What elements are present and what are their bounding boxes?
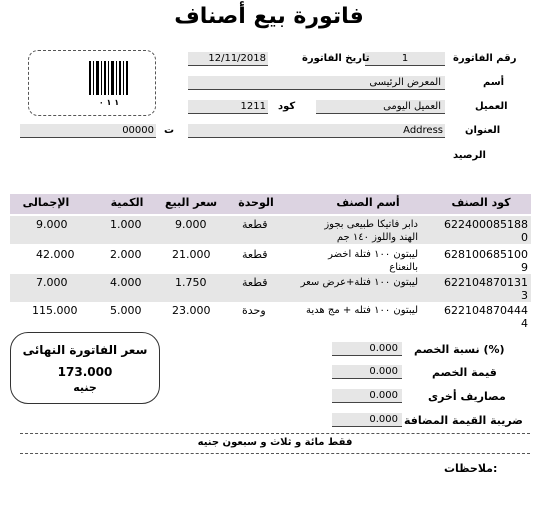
row4-code: 622104870444 4 [444,304,528,330]
barcode-text: ١ ١ ٠ [98,98,120,107]
name-field: المعرض الرئيسى [188,76,445,90]
col-name: أسم الصنف [336,196,400,209]
col-price: سعر البيع [164,196,218,209]
notes-label: ملاحظات: [444,462,498,475]
row1-qty: 1.000 [110,218,142,231]
col-qty: الكمية [110,196,144,209]
row3-code: 622104870131 3 [444,276,528,302]
row4-qty: 5.000 [110,304,142,317]
row2-name: ليبتون ١٠٠ فتلة اخضر بالنعناع [328,249,418,273]
divider-top [20,433,530,434]
amount-in-words: فقط مائة و ثلاث و سبعون جنيه [197,437,353,448]
row4-unit: وحدة [242,304,266,317]
discount-value-field: 0.000 [332,365,402,379]
row3-price: 1.750 [175,276,207,289]
invoice-date-label: تاريخ الفاتورة [302,53,370,64]
code-label: كود [278,101,296,112]
row3-unit: قطعة [242,276,268,289]
row4-name: ليبتون ١٠٠ فتله + مج هدية [306,305,418,316]
row3-name: ليبتون ١٠٠ فتلة+عرض سعر [300,277,418,288]
row1-unit: قطعة [242,218,268,231]
row3-qty: 4.000 [110,276,142,289]
other-expenses-field: 0.000 [332,389,402,403]
phone-label: ت [164,125,175,136]
discount-value-label: قيمة الخصم [432,366,497,379]
final-price-label: سعر الفاتورة النهائى [22,343,148,357]
name-label: أسم [483,77,505,88]
other-expenses-label: مصاريف أخرى [428,390,506,403]
row4-total: 115.000 [32,304,78,317]
balance-label: الرصيد [453,150,486,161]
row1-code: 622400085188 0 [444,218,528,244]
code-field: 1211 [188,100,268,114]
barcode-box [28,50,156,116]
row2-unit: قطعة [242,248,268,261]
row1-price: 9.000 [175,218,207,231]
barcode-icon [87,61,131,103]
address-label: العنوان [465,125,501,136]
col-total: الإجمالى [22,196,70,209]
invoice-no-label: رقم الفاتورة [453,53,517,64]
discount-pct-field: 0.000 [332,342,402,356]
vat-label: ضريبة القيمة المضافة [404,414,523,427]
customer-label: العميل [475,101,508,112]
col-code: كود الصنف [451,196,511,209]
vat-field: 0.000 [332,413,402,427]
phone-field: 00000 [20,124,156,138]
row1-name: دابر فاتيكا طبيعى بجوز الهند واللوز ١٤٠ جم [324,219,418,243]
row4-price: 23.000 [172,304,211,317]
row3-total: 7.000 [36,276,68,289]
row2-total: 42.000 [36,248,75,261]
row1-total: 9.000 [36,218,68,231]
customer-field: العميل اليومى [316,100,445,114]
row2-qty: 2.000 [110,248,142,261]
col-unit: الوحدة [238,196,274,209]
invoice-no-field: 1 [365,52,445,66]
currency-label: جنيه [73,381,97,394]
divider-bottom [20,453,530,454]
page-title: فاتورة بيع أصناف [174,4,364,29]
final-total-box [10,332,160,404]
row2-price: 21.000 [172,248,211,261]
row2-code: 628100685100 9 [444,248,528,274]
invoice-date-field: 12/11/2018 [188,52,268,66]
final-price-value: 173.000 [57,365,113,379]
discount-pct-label: نسبة الخصم (%) [414,343,505,356]
address-field: Address [188,124,445,138]
